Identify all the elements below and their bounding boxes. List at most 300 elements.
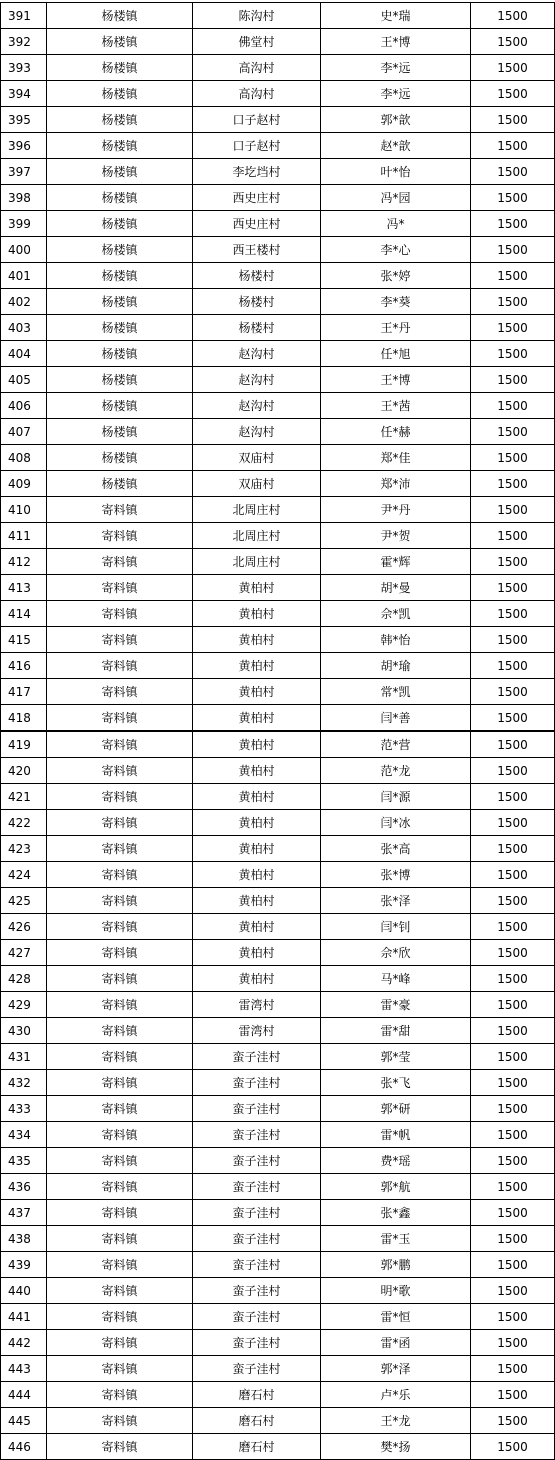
amount-cell: 1500 <box>471 1044 555 1070</box>
row-number-cell: 404 <box>1 341 47 367</box>
name-cell: 王*茜 <box>321 393 471 419</box>
table-row <box>1 758 555 784</box>
amount-cell: 1500 <box>471 1174 555 1200</box>
row-number-cell: 435 <box>1 1148 47 1174</box>
row-number-cell: 445 <box>1 1408 47 1434</box>
table-row <box>1 3 555 29</box>
village-cell: 高沟村 <box>193 55 321 81</box>
row-number-cell: 411 <box>1 523 47 549</box>
name-cell: 胡*曼 <box>321 575 471 601</box>
town-cell: 杨楼镇 <box>47 185 193 211</box>
name-cell: 韩*怡 <box>321 627 471 653</box>
village-cell: 杨楼村 <box>193 289 321 315</box>
amount-cell: 1500 <box>471 1252 555 1278</box>
town-cell: 杨楼镇 <box>47 341 193 367</box>
name-cell: 李*远 <box>321 81 471 107</box>
town-cell: 寄料镇 <box>47 1018 193 1044</box>
amount-cell: 1500 <box>471 1408 555 1434</box>
amount-cell: 1500 <box>471 185 555 211</box>
table-row <box>1 940 555 966</box>
amount-cell: 1500 <box>471 393 555 419</box>
amount-cell: 1500 <box>471 211 555 237</box>
village-cell: 口子赵村 <box>193 133 321 159</box>
name-cell: 张*飞 <box>321 1070 471 1096</box>
row-number-cell: 409 <box>1 471 47 497</box>
village-cell: 李圪垱村 <box>193 159 321 185</box>
town-cell: 寄料镇 <box>47 497 193 523</box>
village-cell: 北周庄村 <box>193 497 321 523</box>
table-row <box>1 966 555 992</box>
village-cell: 黄柏村 <box>193 862 321 888</box>
amount-cell: 1500 <box>471 1330 555 1356</box>
name-cell: 郑*沛 <box>321 471 471 497</box>
row-number-cell: 441 <box>1 1304 47 1330</box>
row-number-cell: 433 <box>1 1096 47 1122</box>
amount-cell: 1500 <box>471 601 555 627</box>
name-cell: 佘*欣 <box>321 940 471 966</box>
town-cell: 寄料镇 <box>47 549 193 575</box>
table-row <box>1 549 555 575</box>
amount-cell: 1500 <box>471 1122 555 1148</box>
table-row <box>1 29 555 55</box>
amount-cell: 1500 <box>471 810 555 836</box>
name-cell: 王*龙 <box>321 1408 471 1434</box>
village-cell: 黄柏村 <box>193 888 321 914</box>
town-cell: 寄料镇 <box>47 862 193 888</box>
town-cell: 寄料镇 <box>47 758 193 784</box>
town-cell: 寄料镇 <box>47 966 193 992</box>
amount-cell: 1500 <box>471 784 555 810</box>
table-row <box>1 237 555 263</box>
table-row <box>1 731 555 758</box>
town-cell: 杨楼镇 <box>47 445 193 471</box>
row-number-cell: 406 <box>1 393 47 419</box>
amount-cell: 1500 <box>471 341 555 367</box>
table-row <box>1 705 555 732</box>
table-row <box>1 836 555 862</box>
village-cell: 蛮子洼村 <box>193 1122 321 1148</box>
row-number-cell: 430 <box>1 1018 47 1044</box>
town-cell: 寄料镇 <box>47 1382 193 1408</box>
row-number-cell: 439 <box>1 1252 47 1278</box>
town-cell: 寄料镇 <box>47 836 193 862</box>
name-cell: 张*高 <box>321 836 471 862</box>
village-cell: 黄柏村 <box>193 940 321 966</box>
row-number-cell: 425 <box>1 888 47 914</box>
amount-cell: 1500 <box>471 471 555 497</box>
table-row <box>1 81 555 107</box>
town-cell: 杨楼镇 <box>47 55 193 81</box>
village-cell: 口子赵村 <box>193 107 321 133</box>
village-cell: 蛮子洼村 <box>193 1330 321 1356</box>
row-number-cell: 397 <box>1 159 47 185</box>
name-cell: 雷*帆 <box>321 1122 471 1148</box>
row-number-cell: 418 <box>1 705 47 732</box>
amount-cell: 1500 <box>471 1434 555 1460</box>
town-cell: 寄料镇 <box>47 1096 193 1122</box>
name-cell: 郑*佳 <box>321 445 471 471</box>
row-number-cell: 400 <box>1 237 47 263</box>
village-cell: 赵沟村 <box>193 419 321 445</box>
row-number-cell: 410 <box>1 497 47 523</box>
village-cell: 陈沟村 <box>193 3 321 29</box>
town-cell: 寄料镇 <box>47 810 193 836</box>
amount-cell: 1500 <box>471 731 555 758</box>
amount-cell: 1500 <box>471 1278 555 1304</box>
table-row <box>1 810 555 836</box>
village-cell: 西史庄村 <box>193 185 321 211</box>
row-number-cell: 415 <box>1 627 47 653</box>
table-row <box>1 1018 555 1044</box>
village-cell: 黄柏村 <box>193 758 321 784</box>
table-row <box>1 784 555 810</box>
name-cell: 任*赫 <box>321 419 471 445</box>
name-cell: 冯* <box>321 211 471 237</box>
row-number-cell: 395 <box>1 107 47 133</box>
table-row <box>1 1382 555 1408</box>
town-cell: 寄料镇 <box>47 1070 193 1096</box>
row-number-cell: 394 <box>1 81 47 107</box>
name-cell: 张*鑫 <box>321 1200 471 1226</box>
row-number-cell: 434 <box>1 1122 47 1148</box>
town-cell: 杨楼镇 <box>47 159 193 185</box>
town-cell: 寄料镇 <box>47 1044 193 1070</box>
amount-cell: 1500 <box>471 133 555 159</box>
town-cell: 寄料镇 <box>47 784 193 810</box>
village-cell: 北周庄村 <box>193 549 321 575</box>
amount-cell: 1500 <box>471 627 555 653</box>
village-cell: 磨石村 <box>193 1434 321 1460</box>
row-number-cell: 407 <box>1 419 47 445</box>
name-cell: 闫*善 <box>321 705 471 732</box>
name-cell: 常*凯 <box>321 679 471 705</box>
amount-cell: 1500 <box>471 1148 555 1174</box>
name-cell: 任*旭 <box>321 341 471 367</box>
town-cell: 寄料镇 <box>47 992 193 1018</box>
row-number-cell: 398 <box>1 185 47 211</box>
table-row <box>1 367 555 393</box>
table-row <box>1 575 555 601</box>
amount-cell: 1500 <box>471 575 555 601</box>
amount-cell: 1500 <box>471 3 555 29</box>
row-number-cell: 446 <box>1 1434 47 1460</box>
amount-cell: 1500 <box>471 55 555 81</box>
row-number-cell: 432 <box>1 1070 47 1096</box>
row-number-cell: 396 <box>1 133 47 159</box>
name-cell: 李*葵 <box>321 289 471 315</box>
village-cell: 磨石村 <box>193 1408 321 1434</box>
name-cell: 李*心 <box>321 237 471 263</box>
name-cell: 郭*鹏 <box>321 1252 471 1278</box>
amount-cell: 1500 <box>471 263 555 289</box>
row-number-cell: 443 <box>1 1356 47 1382</box>
town-cell: 杨楼镇 <box>47 289 193 315</box>
amount-cell: 1500 <box>471 758 555 784</box>
row-number-cell: 424 <box>1 862 47 888</box>
row-number-cell: 438 <box>1 1226 47 1252</box>
amount-cell: 1500 <box>471 549 555 575</box>
table-row <box>1 1096 555 1122</box>
table-row <box>1 862 555 888</box>
table-row <box>1 211 555 237</box>
town-cell: 寄料镇 <box>47 1278 193 1304</box>
name-cell: 明*歌 <box>321 1278 471 1304</box>
name-cell: 冯*园 <box>321 185 471 211</box>
town-cell: 杨楼镇 <box>47 471 193 497</box>
village-cell: 黄柏村 <box>193 575 321 601</box>
name-cell: 霍*辉 <box>321 549 471 575</box>
town-cell: 杨楼镇 <box>47 237 193 263</box>
row-number-cell: 416 <box>1 653 47 679</box>
town-cell: 寄料镇 <box>47 653 193 679</box>
amount-cell: 1500 <box>471 1070 555 1096</box>
table-row <box>1 107 555 133</box>
row-number-cell: 405 <box>1 367 47 393</box>
table-row <box>1 1226 555 1252</box>
row-number-cell: 422 <box>1 810 47 836</box>
amount-cell: 1500 <box>471 679 555 705</box>
row-number-cell: 437 <box>1 1200 47 1226</box>
town-cell: 寄料镇 <box>47 575 193 601</box>
table-row <box>1 1122 555 1148</box>
row-number-cell: 444 <box>1 1382 47 1408</box>
amount-cell: 1500 <box>471 367 555 393</box>
table-body <box>1 3 555 1460</box>
village-cell: 黄柏村 <box>193 627 321 653</box>
row-number-cell: 436 <box>1 1174 47 1200</box>
name-cell: 胡*瑜 <box>321 653 471 679</box>
town-cell: 寄料镇 <box>47 1252 193 1278</box>
name-cell: 范*龙 <box>321 758 471 784</box>
row-number-cell: 392 <box>1 29 47 55</box>
table-row <box>1 914 555 940</box>
amount-cell: 1500 <box>471 1096 555 1122</box>
village-cell: 佛堂村 <box>193 29 321 55</box>
village-cell: 雷湾村 <box>193 992 321 1018</box>
table-row <box>1 1278 555 1304</box>
village-cell: 黄柏村 <box>193 679 321 705</box>
town-cell: 寄料镇 <box>47 627 193 653</box>
name-cell: 闫*钊 <box>321 914 471 940</box>
town-cell: 寄料镇 <box>47 731 193 758</box>
row-number-cell: 420 <box>1 758 47 784</box>
village-cell: 黄柏村 <box>193 705 321 732</box>
table-row <box>1 445 555 471</box>
table-row <box>1 471 555 497</box>
village-cell: 蛮子洼村 <box>193 1044 321 1070</box>
name-cell: 王*丹 <box>321 315 471 341</box>
town-cell: 寄料镇 <box>47 1200 193 1226</box>
village-cell: 蛮子洼村 <box>193 1148 321 1174</box>
town-cell: 寄料镇 <box>47 523 193 549</box>
name-cell: 闫*冰 <box>321 810 471 836</box>
name-cell: 雷*甜 <box>321 1018 471 1044</box>
village-cell: 蛮子洼村 <box>193 1252 321 1278</box>
name-cell: 张*博 <box>321 862 471 888</box>
town-cell: 杨楼镇 <box>47 211 193 237</box>
name-cell: 叶*怡 <box>321 159 471 185</box>
table-row <box>1 315 555 341</box>
name-cell: 李*远 <box>321 55 471 81</box>
village-cell: 黄柏村 <box>193 784 321 810</box>
table-row <box>1 55 555 81</box>
row-number-cell: 391 <box>1 3 47 29</box>
town-cell: 寄料镇 <box>47 1174 193 1200</box>
amount-cell: 1500 <box>471 914 555 940</box>
name-cell: 郭*研 <box>321 1096 471 1122</box>
amount-cell: 1500 <box>471 888 555 914</box>
name-cell: 尹*贺 <box>321 523 471 549</box>
table-row <box>1 1356 555 1382</box>
village-cell: 双庙村 <box>193 445 321 471</box>
village-cell: 西王楼村 <box>193 237 321 263</box>
village-cell: 黄柏村 <box>193 731 321 758</box>
table-row <box>1 992 555 1018</box>
town-cell: 杨楼镇 <box>47 367 193 393</box>
village-cell: 黄柏村 <box>193 914 321 940</box>
name-cell: 雷*玉 <box>321 1226 471 1252</box>
row-number-cell: 417 <box>1 679 47 705</box>
table-row <box>1 263 555 289</box>
town-cell: 寄料镇 <box>47 914 193 940</box>
recipient-table <box>0 2 555 1460</box>
name-cell: 郭*歆 <box>321 107 471 133</box>
name-cell: 雷*函 <box>321 1330 471 1356</box>
row-number-cell: 426 <box>1 914 47 940</box>
table-row <box>1 1148 555 1174</box>
amount-cell: 1500 <box>471 836 555 862</box>
village-cell: 黄柏村 <box>193 836 321 862</box>
amount-cell: 1500 <box>471 966 555 992</box>
table-row <box>1 888 555 914</box>
table-row <box>1 1330 555 1356</box>
table-row <box>1 497 555 523</box>
table-row <box>1 289 555 315</box>
village-cell: 高沟村 <box>193 81 321 107</box>
name-cell: 郭*泽 <box>321 1356 471 1382</box>
row-number-cell: 402 <box>1 289 47 315</box>
amount-cell: 1500 <box>471 940 555 966</box>
village-cell: 磨石村 <box>193 1382 321 1408</box>
amount-cell: 1500 <box>471 992 555 1018</box>
row-number-cell: 442 <box>1 1330 47 1356</box>
row-number-cell: 399 <box>1 211 47 237</box>
town-cell: 杨楼镇 <box>47 419 193 445</box>
village-cell: 杨楼村 <box>193 315 321 341</box>
amount-cell: 1500 <box>471 419 555 445</box>
town-cell: 寄料镇 <box>47 1226 193 1252</box>
table-row <box>1 1304 555 1330</box>
town-cell: 寄料镇 <box>47 601 193 627</box>
village-cell: 蛮子洼村 <box>193 1304 321 1330</box>
row-number-cell: 413 <box>1 575 47 601</box>
amount-cell: 1500 <box>471 862 555 888</box>
town-cell: 杨楼镇 <box>47 3 193 29</box>
table-row <box>1 1434 555 1460</box>
name-cell: 卢*乐 <box>321 1382 471 1408</box>
amount-cell: 1500 <box>471 523 555 549</box>
amount-cell: 1500 <box>471 29 555 55</box>
town-cell: 寄料镇 <box>47 1148 193 1174</box>
amount-cell: 1500 <box>471 1200 555 1226</box>
name-cell: 雷*豪 <box>321 992 471 1018</box>
village-cell: 双庙村 <box>193 471 321 497</box>
village-cell: 赵沟村 <box>193 367 321 393</box>
amount-cell: 1500 <box>471 237 555 263</box>
row-number-cell: 421 <box>1 784 47 810</box>
name-cell: 赵*歆 <box>321 133 471 159</box>
town-cell: 寄料镇 <box>47 1122 193 1148</box>
table-row <box>1 1070 555 1096</box>
name-cell: 佘*凯 <box>321 601 471 627</box>
village-cell: 蛮子洼村 <box>193 1096 321 1122</box>
table-row <box>1 627 555 653</box>
name-cell: 范*营 <box>321 731 471 758</box>
town-cell: 杨楼镇 <box>47 107 193 133</box>
village-cell: 赵沟村 <box>193 393 321 419</box>
town-cell: 寄料镇 <box>47 1408 193 1434</box>
row-number-cell: 419 <box>1 731 47 758</box>
amount-cell: 1500 <box>471 497 555 523</box>
table-row <box>1 419 555 445</box>
amount-cell: 1500 <box>471 1304 555 1330</box>
amount-cell: 1500 <box>471 289 555 315</box>
name-cell: 王*博 <box>321 29 471 55</box>
table-row <box>1 393 555 419</box>
row-number-cell: 423 <box>1 836 47 862</box>
amount-cell: 1500 <box>471 1018 555 1044</box>
village-cell: 蛮子洼村 <box>193 1356 321 1382</box>
town-cell: 寄料镇 <box>47 679 193 705</box>
row-number-cell: 428 <box>1 966 47 992</box>
row-number-cell: 401 <box>1 263 47 289</box>
row-number-cell: 429 <box>1 992 47 1018</box>
name-cell: 王*博 <box>321 367 471 393</box>
village-cell: 赵沟村 <box>193 341 321 367</box>
amount-cell: 1500 <box>471 445 555 471</box>
table-row <box>1 1044 555 1070</box>
name-cell: 史*瑞 <box>321 3 471 29</box>
table-row <box>1 159 555 185</box>
amount-cell: 1500 <box>471 159 555 185</box>
row-number-cell: 427 <box>1 940 47 966</box>
village-cell: 北周庄村 <box>193 523 321 549</box>
table-row <box>1 601 555 627</box>
table-row <box>1 679 555 705</box>
amount-cell: 1500 <box>471 1226 555 1252</box>
name-cell: 马*峰 <box>321 966 471 992</box>
row-number-cell: 393 <box>1 55 47 81</box>
village-cell: 黄柏村 <box>193 601 321 627</box>
name-cell: 郭*航 <box>321 1174 471 1200</box>
village-cell: 蛮子洼村 <box>193 1200 321 1226</box>
town-cell: 杨楼镇 <box>47 263 193 289</box>
table-row <box>1 653 555 679</box>
table-row <box>1 1200 555 1226</box>
village-cell: 蛮子洼村 <box>193 1278 321 1304</box>
town-cell: 杨楼镇 <box>47 393 193 419</box>
name-cell: 尹*丹 <box>321 497 471 523</box>
amount-cell: 1500 <box>471 705 555 732</box>
row-number-cell: 440 <box>1 1278 47 1304</box>
name-cell: 闫*源 <box>321 784 471 810</box>
row-number-cell: 414 <box>1 601 47 627</box>
table-row <box>1 185 555 211</box>
village-cell: 蛮子洼村 <box>193 1070 321 1096</box>
row-number-cell: 412 <box>1 549 47 575</box>
village-cell: 黄柏村 <box>193 810 321 836</box>
town-cell: 杨楼镇 <box>47 133 193 159</box>
